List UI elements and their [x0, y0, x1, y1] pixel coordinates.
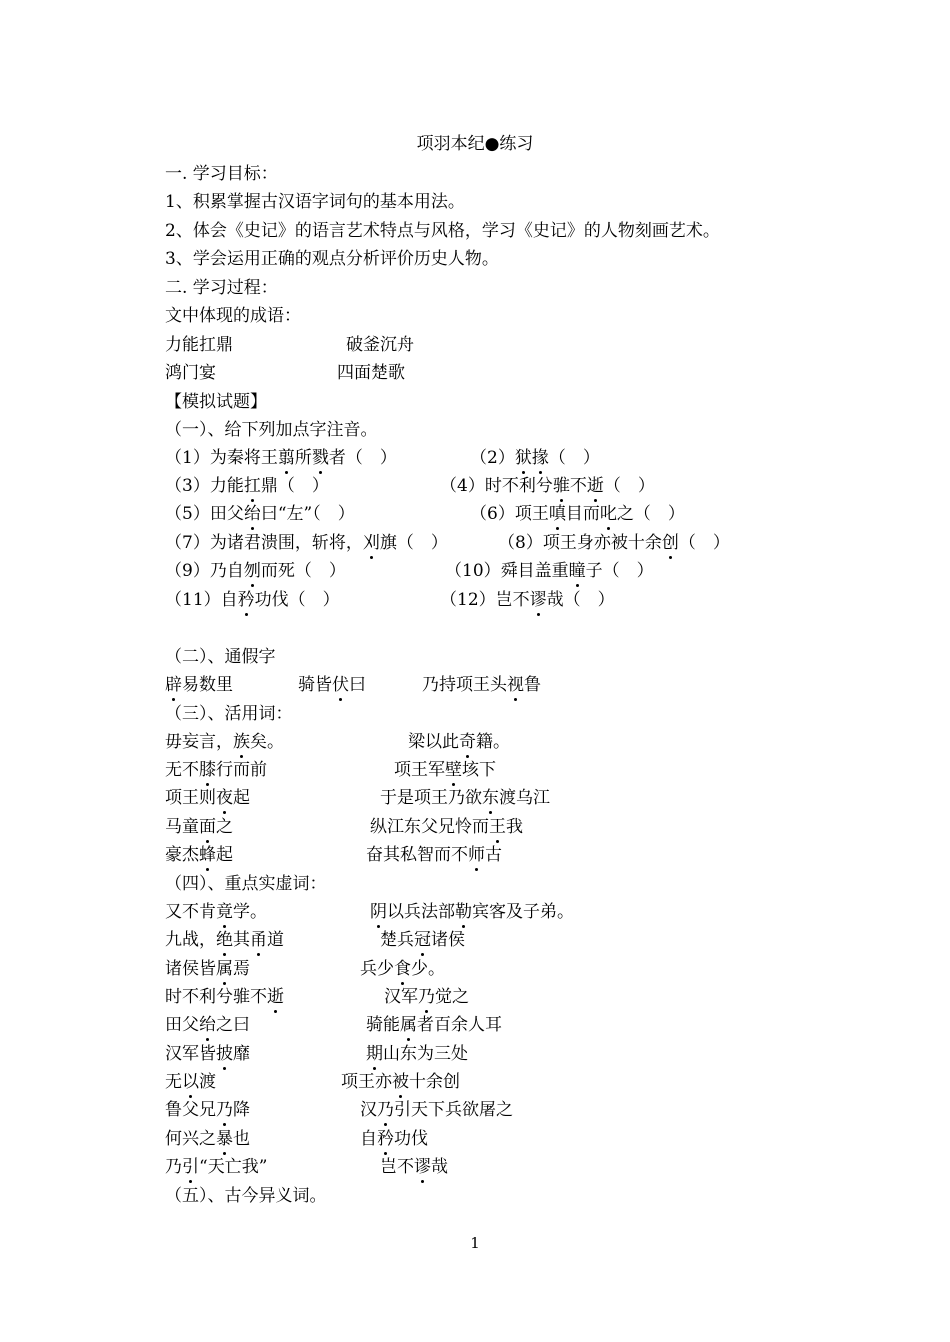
- dotted-char: 冠: [414, 930, 431, 950]
- text-fragment: 以兵法部: [387, 902, 455, 922]
- dotted-char: 被: [392, 1072, 409, 1092]
- text-fragment: 九战，: [165, 930, 216, 950]
- text-fragment: 渡乌江: [499, 788, 550, 808]
- text-fragment: 降: [233, 1100, 250, 1120]
- idiom: 鸿门宴: [165, 363, 216, 383]
- idiom: 力能扛鼎: [165, 335, 233, 355]
- tongjia-item: [422, 674, 541, 696]
- idiom: 四面楚歌: [337, 363, 405, 383]
- text-fragment: （6）项王: [470, 504, 549, 524]
- usage-item: [165, 816, 233, 838]
- word-item: [165, 1156, 267, 1178]
- text-fragment: 骑能: [366, 1015, 400, 1035]
- text-fragment: （10）舜目盖重: [445, 561, 569, 581]
- word-item: [384, 986, 469, 1008]
- text-fragment: “天亡我”: [199, 1157, 268, 1177]
- dotted-char: 蜂: [199, 845, 216, 865]
- text-fragment: 宾客及子弟。: [472, 902, 574, 922]
- tongjia-item: [165, 674, 233, 696]
- text-fragment: 哉: [431, 1157, 448, 1177]
- text-fragment: （4）时不利兮: [440, 476, 553, 496]
- dotted-char: 属: [400, 1015, 417, 1035]
- dotted-char: 竟: [216, 902, 233, 922]
- text-fragment: （ ）: [548, 448, 600, 468]
- section-heading: 一. 学习目标：: [165, 164, 278, 184]
- text-fragment: 时不利兮骓不: [165, 987, 267, 1007]
- word-item: [366, 1043, 468, 1065]
- text-fragment: 哉（ ）: [546, 590, 615, 610]
- question: [470, 503, 685, 525]
- text-fragment: 不: [569, 476, 587, 496]
- word-item: [380, 1156, 448, 1178]
- usage-item: [408, 731, 510, 753]
- text-fragment: 汉军皆: [165, 1044, 216, 1064]
- text-fragment: 引天下兵欲屠之: [394, 1100, 513, 1120]
- text-fragment: 兵少: [360, 959, 394, 979]
- dotted-char: 暴: [216, 1129, 233, 1149]
- dotted-char: 族: [233, 732, 250, 752]
- dotted-char: 披: [216, 1044, 233, 1064]
- dotted-char: 逝: [267, 987, 284, 1007]
- text-fragment: 少。: [411, 959, 445, 979]
- dotted-char: 矜: [377, 1129, 394, 1149]
- text-fragment: 纵江东父兄怜而: [370, 817, 489, 837]
- dotted-char: 奇: [459, 732, 476, 752]
- text-fragment: 学。: [233, 902, 267, 922]
- dotted-char: 绐: [243, 504, 261, 524]
- text-fragment: （3）力能: [165, 476, 244, 496]
- text-fragment: 之（ ）: [616, 504, 685, 524]
- question: [445, 560, 654, 582]
- word-item: [366, 1014, 502, 1036]
- text-fragment: 鼎（ ）: [260, 476, 329, 496]
- dotted-char: 以: [182, 1072, 199, 1092]
- dotted-char: 嗔: [548, 504, 566, 524]
- dotted-char: 伏: [332, 675, 349, 695]
- text-fragment: 起: [233, 788, 250, 808]
- word-item: [165, 1099, 250, 1121]
- dotted-char: 师: [468, 845, 485, 865]
- text-fragment: 无不: [165, 760, 199, 780]
- dotted-char: 刎: [243, 561, 261, 581]
- text-fragment: 鲁: [524, 675, 541, 695]
- text-fragment: （9）乃自: [165, 561, 244, 581]
- text-fragment: 马童: [165, 817, 199, 837]
- dotted-char: 逝: [586, 476, 604, 496]
- word-item: [360, 1128, 428, 1150]
- dotted-char: 壁: [445, 760, 462, 780]
- usage-item: [165, 731, 284, 753]
- text-fragment: 者百余人耳: [417, 1015, 502, 1035]
- dotted-char: 叱: [599, 504, 617, 524]
- text-fragment: 籍。: [476, 732, 510, 752]
- text-fragment: 所: [294, 448, 312, 468]
- dotted-char: 东: [482, 788, 499, 808]
- page-number: 1: [470, 1234, 480, 1252]
- part-heading: （五）、古今异义词。: [165, 1186, 327, 1206]
- text-fragment: （ ）: [603, 476, 655, 496]
- text-fragment: 项王则: [165, 788, 216, 808]
- text-fragment: 功伐（ ）: [254, 590, 340, 610]
- dotted-char: 食: [394, 959, 411, 979]
- text-fragment: 汉军: [384, 987, 418, 1007]
- question: [165, 589, 340, 611]
- dotted-char: 绝: [216, 930, 233, 950]
- question: [440, 589, 615, 611]
- text-fragment: （7）为诸君溃围，斩将，: [165, 533, 363, 553]
- dotted-char: 乃: [377, 1100, 394, 1120]
- usage-item: [380, 787, 550, 809]
- text-fragment: 也: [233, 1129, 250, 1149]
- text-fragment: 豪杰: [165, 845, 199, 865]
- usage-item: [165, 759, 267, 781]
- goal-item: 2、体会《史记》的语言艺术特点与风格，学习《史记》的人物刻画艺术。: [165, 221, 720, 241]
- dotted-char: 创: [661, 533, 679, 553]
- dotted-char: 狱: [514, 448, 532, 468]
- usage-item: [165, 844, 233, 866]
- word-item: [165, 1128, 250, 1150]
- text-fragment: 自: [360, 1129, 377, 1149]
- question: [165, 475, 329, 497]
- goal-item: 3、学会运用正确的观点分析评价历史人物。: [165, 249, 499, 269]
- word-item: [165, 901, 267, 923]
- text-fragment: 诸侯皆: [165, 959, 216, 979]
- text-fragment: 而死（ ）: [260, 561, 346, 581]
- text-fragment: 起: [216, 845, 233, 865]
- text-fragment: （ ）: [678, 533, 730, 553]
- text-fragment: 其: [233, 930, 250, 950]
- dotted-char: 视: [507, 675, 524, 695]
- text-fragment: 曰“左”（ ）: [260, 504, 355, 524]
- word-item: [360, 1099, 513, 1121]
- text-fragment: 于是项王乃欲: [380, 788, 482, 808]
- text-fragment: 骑皆: [298, 675, 332, 695]
- text-fragment: 道: [267, 930, 284, 950]
- text-fragment: 鲁父兄: [165, 1100, 216, 1120]
- text-fragment: （12）岂不: [440, 590, 530, 610]
- word-item: [165, 929, 284, 951]
- text-fragment: 觉之: [435, 987, 469, 1007]
- text-fragment: 山东为三处: [383, 1044, 468, 1064]
- text-fragment: 田父: [165, 1015, 199, 1035]
- usage-item: [370, 816, 523, 838]
- word-item: [165, 986, 284, 1008]
- dotted-char: 乃: [418, 987, 435, 1007]
- text-fragment: 奋其私智而不: [366, 845, 468, 865]
- text-fragment: 行而前: [216, 760, 267, 780]
- text-fragment: 岂不: [380, 1157, 414, 1177]
- text-fragment: 功伐: [394, 1129, 428, 1149]
- dotted-char: 阴: [370, 902, 387, 922]
- text-fragment: 十余创: [409, 1072, 460, 1092]
- dotted-char: 谬: [414, 1157, 431, 1177]
- text-fragment: （1）为秦将王: [165, 448, 278, 468]
- text-fragment: 梁以此: [408, 732, 459, 752]
- question: [498, 532, 730, 554]
- text-fragment: 何兴之: [165, 1129, 216, 1149]
- usage-item: [366, 844, 502, 866]
- dotted-char: 掾: [531, 448, 549, 468]
- dotted-char: 翦: [277, 448, 295, 468]
- text-fragment: 目而: [565, 504, 600, 524]
- question: [440, 475, 655, 497]
- usage-item: [394, 759, 496, 781]
- text-fragment: 之曰: [216, 1015, 250, 1035]
- text-fragment: 又不肯: [165, 902, 216, 922]
- dotted-char: 瞳: [568, 561, 586, 581]
- part-heading: （三）、活用词：: [165, 704, 293, 724]
- tongjia-item: [298, 674, 366, 696]
- text-fragment: 曰: [349, 675, 366, 695]
- text-fragment: 无: [165, 1072, 182, 1092]
- text-fragment: 垓下: [462, 760, 496, 780]
- word-item: [341, 1071, 460, 1093]
- dotted-char: 谬: [529, 590, 547, 610]
- dotted-char: 夜: [216, 788, 233, 808]
- text-fragment: 焉: [233, 959, 250, 979]
- text-fragment: 楚兵: [380, 930, 414, 950]
- text-fragment: （11）自: [165, 590, 238, 610]
- text-fragment: （8）项王身亦被十余: [498, 533, 662, 553]
- text-fragment: 项王军: [394, 760, 445, 780]
- section-heading: 二. 学习过程：: [165, 278, 278, 298]
- dotted-char: 引: [182, 1157, 199, 1177]
- mock-heading: 【模拟试题】: [165, 392, 267, 412]
- text-fragment: 乃持项王头: [422, 675, 507, 695]
- question: [165, 532, 448, 554]
- dotted-char: 辟: [165, 675, 182, 695]
- text-fragment: 者（ ）: [328, 448, 397, 468]
- text-fragment: （5）田父: [165, 504, 244, 524]
- dotted-char: 甬: [250, 930, 267, 950]
- text-fragment: 乃: [165, 1157, 182, 1177]
- question: [165, 447, 397, 469]
- word-item: [165, 1043, 250, 1065]
- text-fragment: 旗（ ）: [379, 533, 448, 553]
- word-item: [370, 901, 574, 923]
- text-fragment: 之: [216, 817, 233, 837]
- text-fragment: 矣。: [250, 732, 284, 752]
- part-heading: （四）、重点实虚词：: [165, 874, 327, 894]
- idiom: 破釜沉舟: [346, 335, 414, 355]
- part-heading: （一）、给下列加点字注音。: [165, 420, 378, 440]
- dotted-char: 刈: [362, 533, 380, 553]
- word-item: [165, 1071, 216, 1093]
- dotted-char: 属: [216, 959, 233, 979]
- word-item: [380, 929, 465, 951]
- text-fragment: 子（ ）: [585, 561, 654, 581]
- text-fragment: 我: [506, 817, 523, 837]
- dotted-char: 王: [489, 817, 506, 837]
- dotted-char: 矜: [237, 590, 255, 610]
- text-fragment: （2）: [470, 448, 515, 468]
- text-fragment: 古: [485, 845, 502, 865]
- dotted-char: 面: [199, 817, 216, 837]
- goal-item: 1、积累掌握古汉语字词句的基本用法。: [165, 192, 465, 212]
- text-fragment: 靡: [233, 1044, 250, 1064]
- dotted-char: 期: [366, 1044, 383, 1064]
- dotted-char: 绐: [199, 1015, 216, 1035]
- usage-item: [165, 787, 250, 809]
- dotted-char: 勒: [455, 902, 472, 922]
- question: [165, 503, 355, 525]
- word-item: [165, 1014, 250, 1036]
- text-fragment: 渡: [199, 1072, 216, 1092]
- part-heading: （二）、通假字: [165, 647, 276, 667]
- text-fragment: 毋妄言，: [165, 732, 233, 752]
- page-title: 项羽本纪●练习: [416, 134, 534, 154]
- idiom-heading: 文中体现的成语：: [165, 306, 301, 326]
- dotted-char: 膝: [199, 760, 216, 780]
- dotted-char: 扛: [243, 476, 261, 496]
- text-fragment: 易数里: [182, 675, 233, 695]
- question: [165, 560, 346, 582]
- word-item: [165, 958, 250, 980]
- question: [470, 447, 600, 469]
- text-fragment: 诸侯: [431, 930, 465, 950]
- word-item: [360, 958, 445, 980]
- dotted-char: 乃: [216, 1100, 233, 1120]
- dotted-char: 骓: [552, 476, 570, 496]
- dotted-char: 戮: [311, 448, 329, 468]
- text-fragment: 汉: [360, 1100, 377, 1120]
- text-fragment: 项王亦: [341, 1072, 392, 1092]
